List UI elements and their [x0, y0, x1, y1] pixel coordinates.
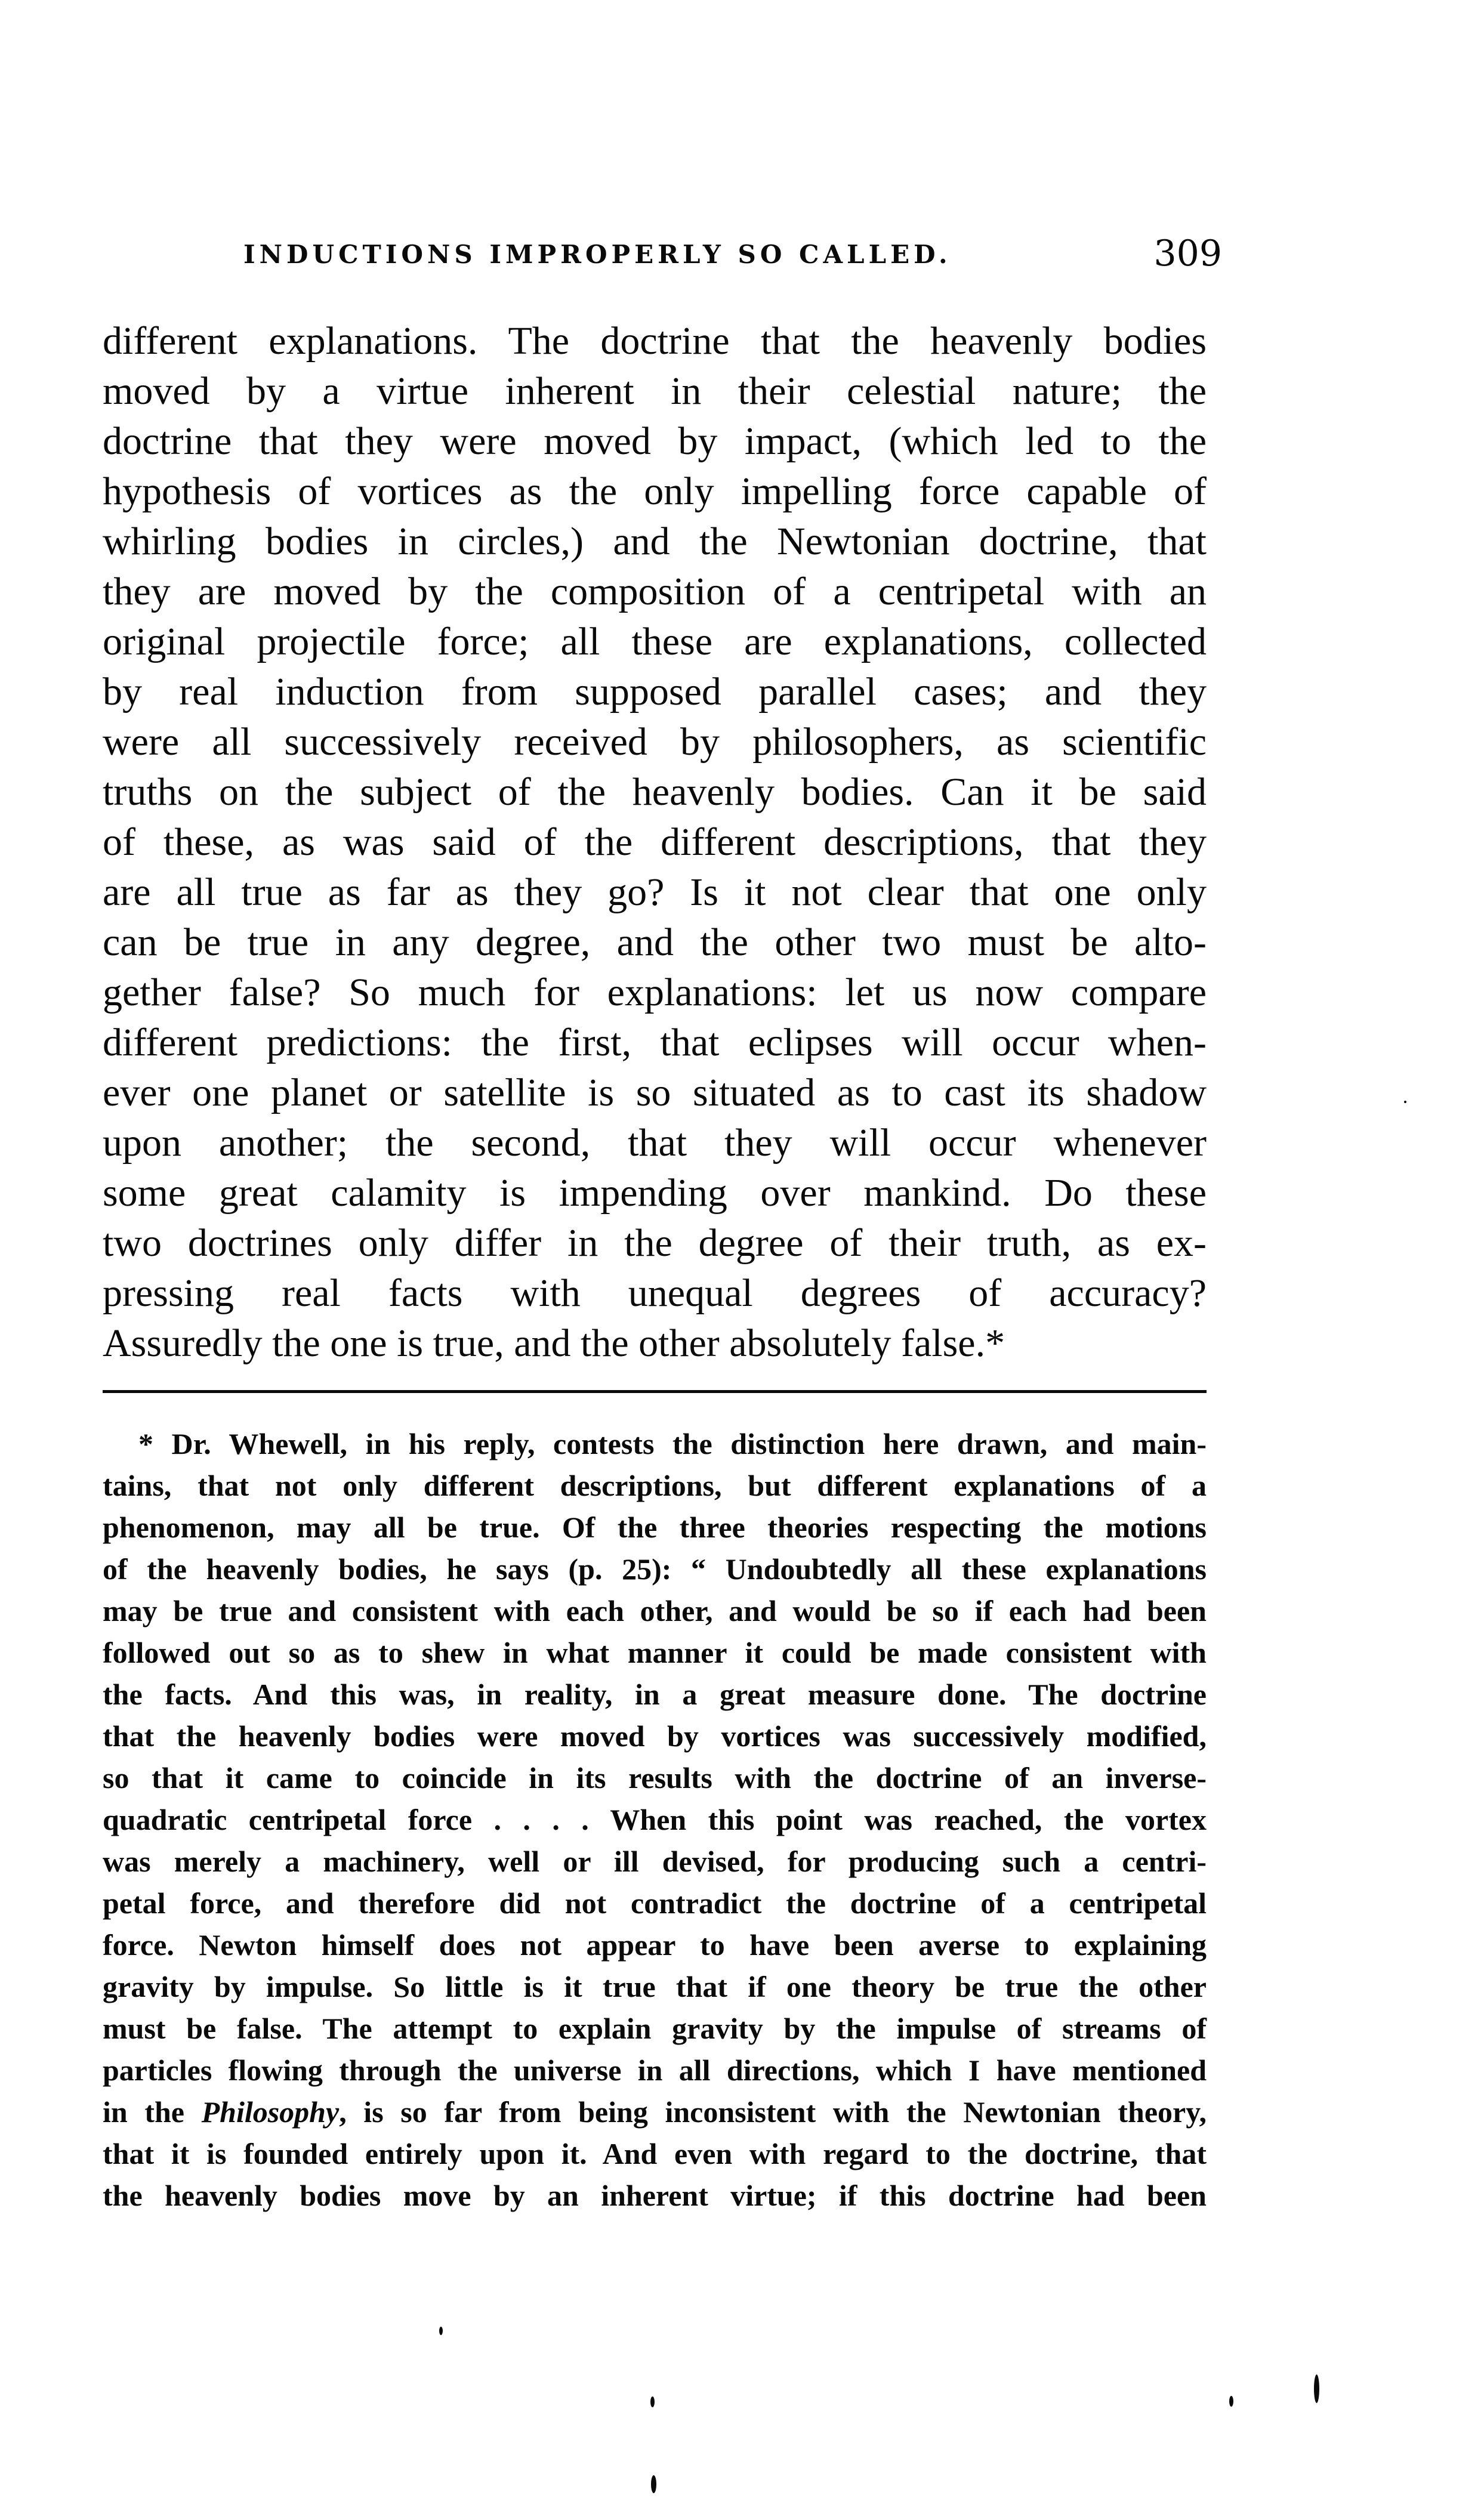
footnote-line: may be true and consistent with each other, and would be so if each had been: [103, 1594, 1207, 1628]
body-line: truths on the subject of the heavenly bodies. Can it be said: [103, 770, 1207, 814]
running-head: [243, 222, 1222, 282]
body-line: can be true in any degree, and the other two must be alto-: [103, 921, 1207, 964]
footnote-line: the facts. And this was, in reality, in a great measure done. The doctrine: [103, 1678, 1207, 1711]
body-line: are all true as far as they go? Is it not clear that one only: [103, 870, 1207, 914]
scan-speck: [1229, 2396, 1233, 2407]
footnote-line: gravity by impulse. So little is it true that if one theory be true the other: [103, 1970, 1207, 2003]
footnote: [103, 1423, 1207, 2216]
body-text: [103, 316, 1207, 1369]
footnote-divider: [103, 1390, 1207, 1393]
scan-speck: [1314, 2374, 1319, 2403]
body-line: different explanations. The doctrine that the heavenly bodies: [103, 319, 1207, 363]
body-line: some great calamity is impending over mankind. Do these: [103, 1171, 1207, 1215]
footnote-line: phenomenon, may all be true. Of the three theories respecting the motions: [103, 1511, 1207, 1544]
footnote-line: followed out so as to shew in what manner it could be made consistent with: [103, 1636, 1207, 1669]
scan-speck: [651, 2475, 656, 2493]
body-line-last: Assuredly the one is true, and the other absolutely false.*: [103, 1321, 1005, 1365]
scan-speck: [1404, 1101, 1406, 1103]
body-line: of these, as was said of the different descriptions, that they: [103, 820, 1207, 864]
body-line: doctrine that they were moved by impact, (which led to the: [103, 419, 1207, 463]
footnote-line: must be false. The attempt to explain gravity by the impulse of streams of: [103, 2012, 1207, 2045]
book-title-italic: Philosophy: [201, 2095, 340, 2129]
body-line: pressing real facts with unequal degrees of accuracy?: [103, 1271, 1207, 1315]
footnote-line: of the heavenly bodies, he says (p. 25): “ Undoubtedly all these explanations: [103, 1552, 1207, 1586]
body-line: ever one planet or satellite is so situated as to cast its shadow: [103, 1071, 1207, 1114]
footnote-line: that the heavenly bodies were moved by vortices was successively modified,: [103, 1719, 1207, 1753]
body-line: two doctrines only differ in the degree of their truth, as ex-: [103, 1221, 1207, 1265]
body-line: upon another; the second, that they will occur whenever: [103, 1121, 1207, 1165]
footnote-text: in the: [103, 2095, 202, 2129]
body-line: they are moved by the composition of a centripetal with an: [103, 570, 1207, 613]
footnote-line-with-italic: [103, 2091, 1207, 2133]
footnote-line: that it is founded entirely upon it. And even with regard to the doctrine, that: [103, 2137, 1207, 2170]
running-title: INDUCTIONS IMPROPERLY SO CALLED.: [243, 240, 952, 269]
scan-speck: [650, 2397, 655, 2407]
body-line: were all successively received by philosophers, as scientific: [103, 720, 1207, 764]
footnote-line: particles flowing through the universe in all directions, which I have mentioned: [103, 2053, 1207, 2087]
footnote-line: tains, that not only different descriptions, but different explanations of a: [103, 1469, 1207, 1502]
body-line: moved by a virtue inherent in their celestial nature; the: [103, 369, 1207, 413]
body-line: gether false? So much for explanations: let us now compare: [103, 971, 1207, 1014]
footnote-line: * Dr. Whewell, in his reply, contests the distinction here drawn, and main-: [138, 1427, 1207, 1460]
footnote-text: , is so far from being inconsistent with the Newtonian theory,: [339, 2095, 1207, 2129]
footnote-line: quadratic centripetal force . . . . When this point was reached, the vortex: [103, 1803, 1207, 1836]
footnote-line: force. Newton himself does not appear to have been averse to explaining: [103, 1928, 1207, 1962]
footnote-line: so that it came to coincide in its results with the doctrine of an inverse-: [103, 1761, 1207, 1795]
body-line: whirling bodies in circles,) and the Newtonian doctrine, that: [103, 520, 1207, 563]
footnote-line: was merely a machinery, well or ill devised, for producing such a centri-: [103, 1845, 1207, 1878]
body-line: hypothesis of vortices as the only impelling force capable of: [103, 470, 1207, 513]
footnote-line: petal force, and therefore did not contradict the doctrine of a centripetal: [103, 1886, 1207, 1920]
scan-speck: [439, 2327, 443, 2335]
body-line: original projectile force; all these are explanations, collected: [103, 620, 1207, 663]
body-line: different predictions: the first, that eclipses will occur when-: [103, 1021, 1207, 1064]
body-line: by real induction from supposed parallel cases; and they: [103, 670, 1207, 714]
footnote-line: the heavenly bodies move by an inherent virtue; if this doctrine had been: [103, 2179, 1207, 2212]
page-number: 309: [1153, 233, 1222, 274]
